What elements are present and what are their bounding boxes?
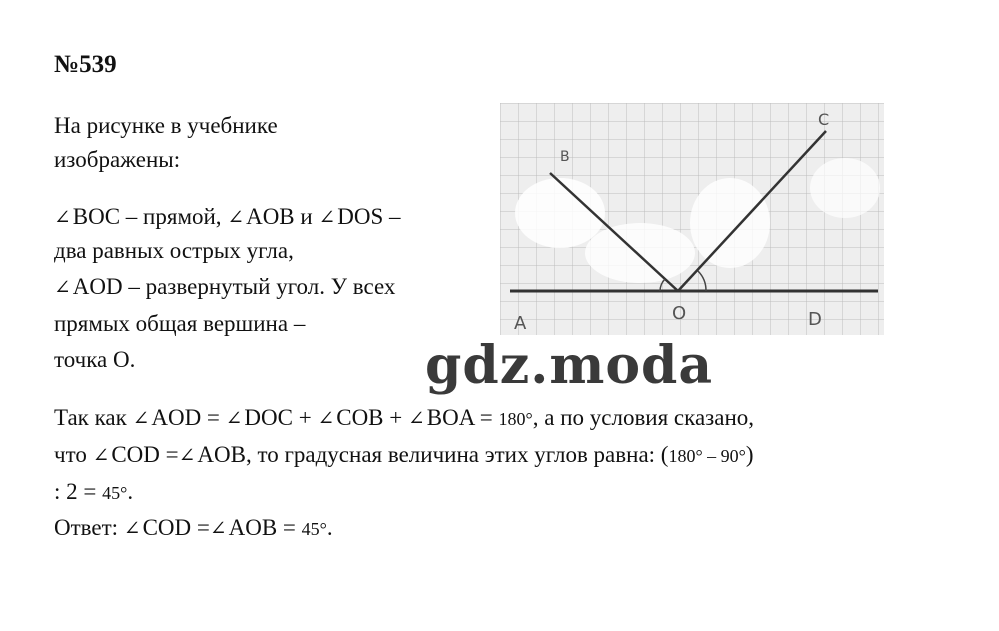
- solution-text: : 2 =: [54, 479, 103, 504]
- angle-symbol: ∠: [54, 207, 71, 229]
- label-a: A: [514, 313, 527, 334]
- value-180: 180°: [498, 409, 533, 429]
- angle-symbol: ∠: [178, 445, 196, 467]
- solution-text: , а по условия сказано,: [532, 405, 755, 430]
- given-text: AOD – развернутый угол. У всех: [72, 274, 396, 299]
- solution-text: BOA =: [426, 405, 499, 430]
- geometry-figure: [500, 103, 884, 335]
- solution-text: Так как: [54, 405, 133, 430]
- answer-text: AOB =: [228, 515, 302, 540]
- angle-symbol: ∠: [123, 518, 141, 540]
- intro-line-2: изображены:: [54, 147, 181, 172]
- solution-line-3: [54, 478, 133, 507]
- smudge: [585, 223, 695, 283]
- solution-line-1: [54, 404, 754, 433]
- answer-text: COD =: [142, 515, 210, 540]
- given-text: DOS –: [337, 204, 401, 229]
- solution-text: COB +: [336, 405, 408, 430]
- value-180-minus-90: 180° – 90°: [668, 446, 746, 466]
- angle-symbol: ∠: [209, 518, 227, 540]
- given-text: AOB и: [246, 204, 319, 229]
- label-b: B: [560, 149, 570, 165]
- given-line-3: [54, 273, 395, 302]
- solution-text: что: [54, 442, 93, 467]
- angle-symbol: ∠: [225, 408, 243, 430]
- solution-text: .: [127, 479, 134, 504]
- angle-symbol: ∠: [227, 207, 245, 229]
- smudge: [810, 158, 880, 218]
- angle-symbol: ∠: [318, 207, 336, 229]
- answer-value: 45°: [301, 519, 327, 539]
- angle-symbol: ∠: [317, 408, 335, 430]
- solution-text: AOB, то градусная величина этих углов равна:: [197, 442, 661, 467]
- given-line-4: прямых общая вершина –: [54, 311, 306, 336]
- angle-symbol: ∠: [132, 408, 150, 430]
- solution-text: COD =: [111, 442, 179, 467]
- smudge: [515, 178, 605, 248]
- angle-symbol: ∠: [408, 408, 425, 430]
- value-45: 45°: [102, 483, 128, 503]
- smudge: [690, 178, 770, 268]
- solution-text: AOD =: [151, 405, 226, 430]
- answer-label: Ответ:: [54, 515, 124, 540]
- paren-close: ): [745, 442, 754, 467]
- given-line-5: точка O.: [54, 347, 136, 372]
- solution-line-2: [54, 441, 754, 470]
- given-text: BOC – прямой,: [72, 204, 228, 229]
- angle-symbol: ∠: [92, 445, 110, 467]
- label-d: D: [808, 309, 822, 330]
- solution-text: DOC +: [244, 405, 318, 430]
- label-c: C: [818, 110, 830, 129]
- task-number: №539: [54, 51, 117, 78]
- answer-line: [54, 514, 333, 543]
- watermark: gdz.moda: [425, 335, 714, 396]
- answer-text: .: [326, 515, 333, 540]
- intro-line-1: На рисунке в учебнике: [54, 113, 278, 138]
- given-line-1: [54, 203, 400, 232]
- angle-symbol: ∠: [54, 277, 71, 299]
- label-o: O: [672, 303, 687, 324]
- given-line-2: два равных острых угла,: [54, 238, 294, 263]
- paren-open: (: [660, 442, 669, 467]
